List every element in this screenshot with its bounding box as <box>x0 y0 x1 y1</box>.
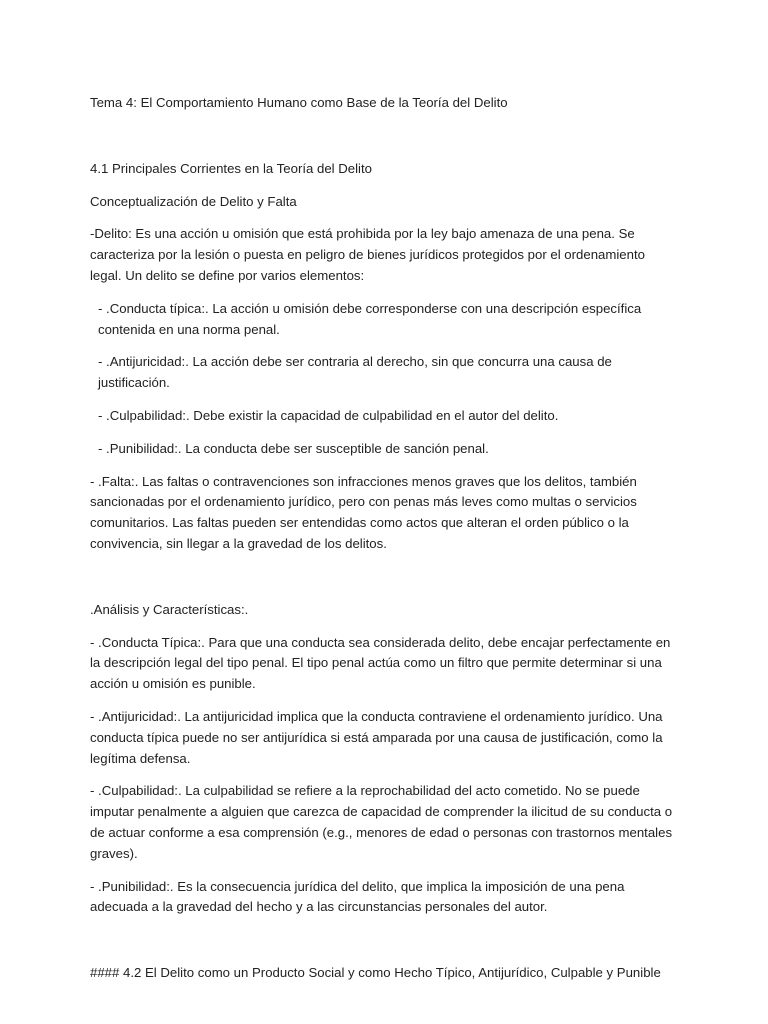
document-title: Tema 4: El Comportamiento Humano como Base de la Teoría del Delito <box>90 95 508 110</box>
list-item: - .Culpabilidad:. Debe existir la capacidad de culpabilidad en el autor del delito. <box>98 407 559 423</box>
list-item: - .Conducta Típica:. Para que una conducta sea considerada delito, debe encajar perfectamente en la descripción legal del tipo penal. El tipo penal actúa como un filtro que permite determinar si una acción u omisión es punible. <box>90 634 671 692</box>
list-item: - .Culpabilidad:. La culpabilidad se refiere a la reprochabilidad del acto cometido. No se puede imputar penalmente a alguien que carezca de capacidad de comprender la ilicitud de su conducta o de actuar conforme a esa comprensión (e.g., menores de edad o personas con trastornos mentales graves). <box>90 783 673 861</box>
list-item: - .Conducta típica:. La acción u omisión debe corresponderse con una descripción específica contenida en una norma penal. <box>98 300 642 337</box>
section-heading: 4.1 Principales Corrientes en la Teoría del Delito <box>90 160 372 176</box>
list-item: - .Punibilidad:. La conducta debe ser susceptible de sanción penal. <box>98 440 489 456</box>
section-heading: #### 4.2 El Delito como un Producto Social y como Hecho Típico, Antijurídico, Culpable y Punible <box>90 965 661 981</box>
list-item: - .Antijuricidad:. La acción debe ser contraria al derecho, sin que concurra una causa de justificación. <box>98 354 612 391</box>
list-item: - .Punibilidad:. Es la consecuencia jurídica del delito, que implica la imposición de una pena adecuada a la gravedad del hecho y a las circunstancias personales del autor. <box>90 878 625 915</box>
subheading: Conceptualización de Delito y Falta <box>90 193 297 209</box>
subheading: .Análisis y Características:. <box>90 601 249 617</box>
document-page <box>90 93 675 984</box>
paragraph-falta: - .Falta:. Las faltas o contravenciones son infracciones menos graves que los delitos, también sancionadas por el ordenamiento jurídico, pero con penas más leves como multas o servicios comunitarios. Las faltas pueden ser entendidas como actos que alteran el orden público o la convivencia, sin llegar a la gravedad de los delitos. <box>90 473 637 551</box>
list-item: - .Antijuricidad:. La antijuricidad implica que la conducta contraviene el ordenamiento jurídico. Una conducta típica puede no ser antijurídica si está amparada por una causa de justificación, como la legítima defensa. <box>90 708 663 766</box>
paragraph-delito: -Delito: Es una acción u omisión que está prohibida por la ley bajo amenaza de una pena. Se caracteriza por la lesión o puesta en peligro de bienes jurídicos protegidos por el ordenamiento legal. Un delito se define por varios elementos: <box>90 226 645 283</box>
